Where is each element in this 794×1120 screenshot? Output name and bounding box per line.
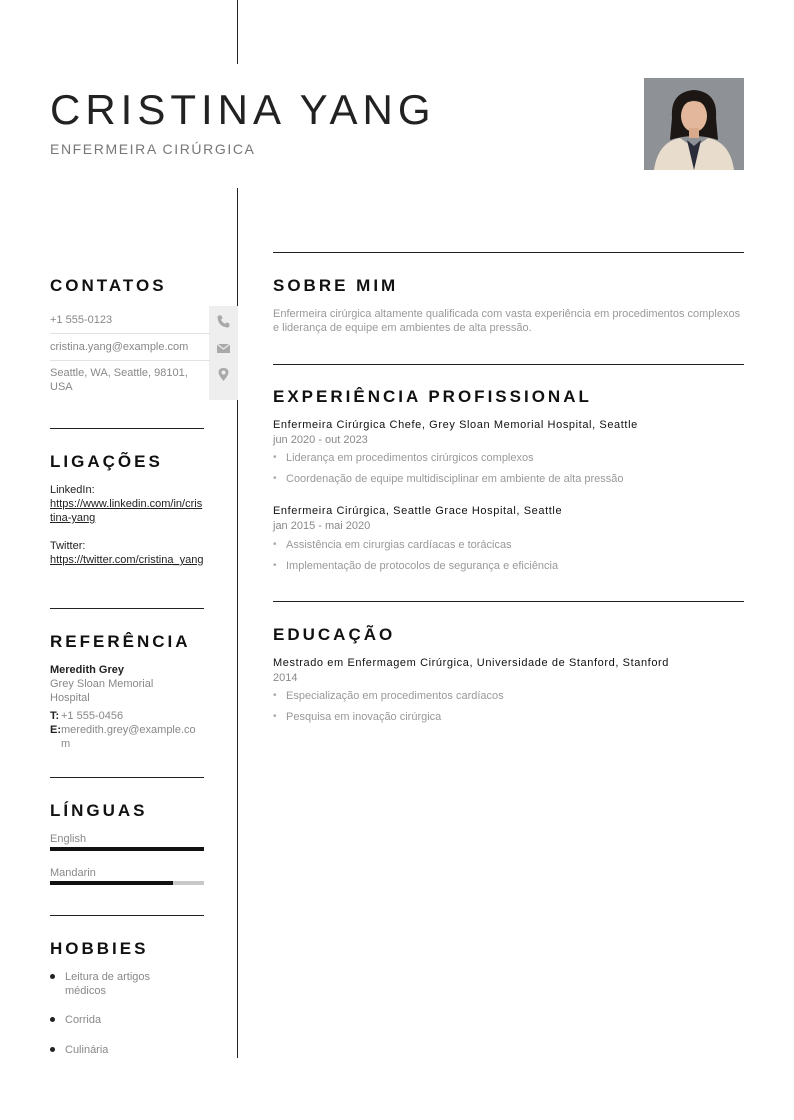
twitter-url[interactable]: https://twitter.com/cristina_yang (50, 554, 204, 566)
reference-phone-row (50, 709, 204, 723)
bullet-dot-icon (50, 1017, 55, 1022)
reference-heading: REFERÊNCIA (50, 632, 191, 651)
twitter-label: Twitter: (50, 540, 86, 552)
address-text: Seattle, WA, Seattle, 98101, USA (50, 367, 188, 393)
languages-heading: LÍNGUAS (50, 801, 148, 820)
language-item (50, 867, 204, 885)
experience-job-title: Enfermeira Cirúrgica, Seattle Grace Hospital, Seattle (273, 505, 563, 517)
bullet-dot-icon (50, 974, 55, 979)
experience-heading: EXPERIÊNCIA PROFISSIONAL (273, 387, 592, 406)
profile-photo (644, 78, 744, 170)
section-divider (50, 915, 204, 916)
section-divider (273, 364, 744, 365)
education-bullet: • Pesquisa em inovação cirúrgica (273, 711, 441, 723)
bullet-dot-icon (50, 1047, 55, 1052)
education-year: 2014 (273, 672, 298, 684)
reference-phone-label: T: (50, 710, 60, 722)
about-text: Enfermeira cirúrgica altamente qualificada com vasta experiência em procedimentos complexos e liderança de equipe em ambientes de alta pressão. (273, 308, 741, 334)
contact-separator (50, 333, 210, 334)
hobby-text: Leitura de artigos médicos (65, 971, 150, 997)
candidate-name: CRISTINA YANG (50, 86, 436, 133)
experience-job-dates: jan 2015 - mai 2020 (273, 520, 371, 532)
reference-email-label: E: (50, 724, 61, 736)
hobby-text: Culinária (65, 1044, 109, 1056)
contacts-heading: CONTATOS (50, 276, 167, 295)
experience-bullet: • Assistência em cirurgias cardíacas e torácicas (273, 539, 512, 551)
experience-bullet: • Implementação de protocolos de segurança e eficiência (273, 560, 558, 572)
language-item (50, 833, 204, 851)
hobby-text: Corrida (65, 1014, 102, 1026)
job-title: ENFERMEIRA CIRÚRGICA (50, 141, 256, 157)
reference-email: meredith.grey@example.com (61, 724, 196, 750)
contact-address (50, 366, 238, 394)
link-linkedin (50, 484, 204, 525)
contact-phone (50, 313, 238, 327)
experience-job-title: Enfermeira Cirúrgica Chefe, Grey Sloan Memorial Hospital, Seattle (273, 419, 638, 431)
about-heading: SOBRE MIM (273, 276, 399, 295)
language-level-bar (50, 847, 204, 851)
section-divider (50, 608, 204, 609)
section-divider (50, 428, 204, 429)
section-divider (50, 777, 204, 778)
email-text: cristina.yang@example.com (50, 341, 189, 353)
experience-bullet: • Liderança em procedimentos cirúrgicos complexos (273, 452, 534, 464)
links-heading: LIGAÇÕES (50, 452, 163, 471)
contact-separator (50, 360, 210, 361)
hobby-item (50, 1043, 204, 1057)
language-level-fill (50, 847, 204, 851)
language-name: English (50, 833, 87, 845)
reference-email-row (50, 723, 204, 751)
hobby-item (50, 1013, 204, 1027)
reference-block (50, 664, 204, 751)
linkedin-url[interactable]: https://www.linkedin.com/in/cristina-yang (50, 498, 203, 524)
education-heading: EDUCAÇÃO (273, 625, 396, 644)
language-level-bar (50, 881, 204, 885)
education-title: Mestrado em Enfermagem Cirúrgica, Universidade de Stanford, Stanford (273, 657, 670, 669)
experience-bullet: • Coordenação de equipe multidisciplinar em ambiente de alta pressão (273, 473, 624, 485)
link-twitter (50, 540, 204, 567)
section-divider (273, 601, 744, 602)
hobbies-heading: HOBBIES (50, 939, 149, 958)
hobby-item (50, 970, 204, 998)
language-name: Mandarin (50, 867, 96, 879)
education-bullet: • Especialização em procedimentos cardíacos (273, 690, 504, 702)
experience-job-dates: jun 2020 - out 2023 (273, 434, 368, 446)
reference-organization: Grey Sloan Memorial Hospital (50, 678, 154, 704)
reference-phone: +1 555-0456 (61, 710, 124, 722)
phone-text: +1 555-0123 (50, 314, 113, 326)
language-level-fill (50, 881, 173, 885)
linkedin-label: LinkedIn: (50, 484, 95, 496)
reference-name: Meredith Grey (50, 664, 124, 676)
contact-email (50, 340, 238, 354)
section-divider (273, 252, 744, 253)
header-divider-line (237, 0, 238, 64)
